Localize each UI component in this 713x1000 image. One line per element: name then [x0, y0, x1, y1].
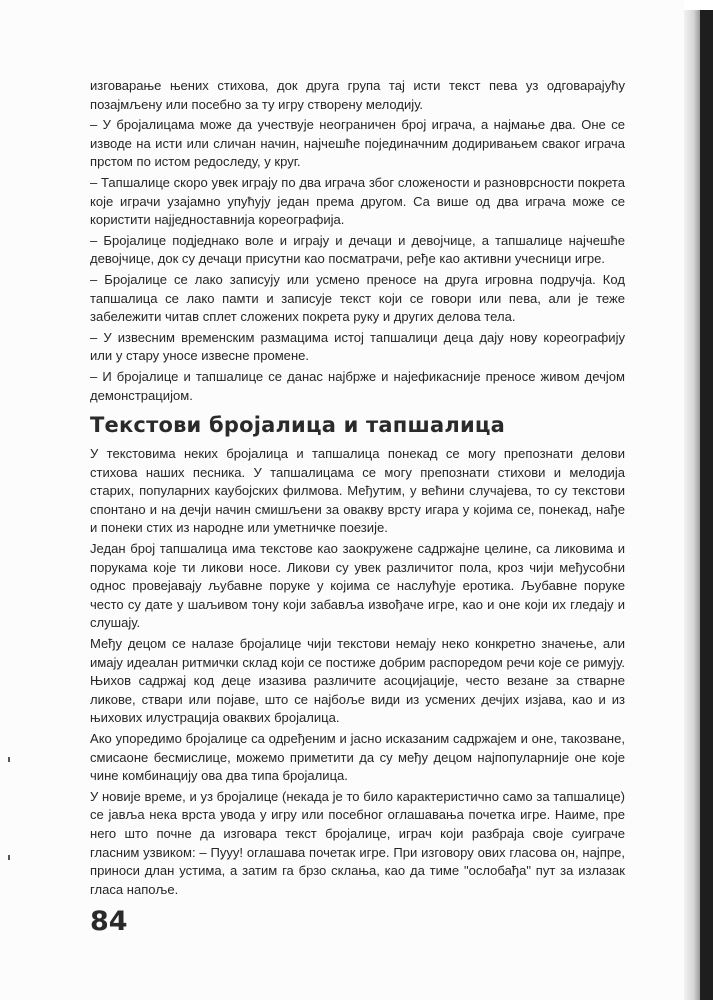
page-body	[90, 77, 625, 899]
section-heading: Текстови бројалица и тапшалица	[90, 413, 505, 438]
paragraph: изговарање њених стихова, док друга група тај исти текст пева уз одговарајућу позајмљену или посебно за ту игру створену мелодију.	[90, 78, 625, 112]
list-item: – И бројалице и тапшалице се данас најбрже и најефикасније преносе живом дечјом демонстрацијом.	[90, 368, 625, 403]
list-item: – Бројалице се лако записују или усмено преносе на друга игровна подручја. Код тапшалица се лако памти и записује текст који се говори или пева, али је теже забележити читав сплет сложених покрета руку и других делова тела.	[90, 271, 625, 325]
paragraph: Ако упоредимо бројалице са одређеним и јасно исказаним садржајем и оне, такозване, смисаоне бесмислице, можемо приметити да су међу децом најпопуларније оне које чине комбинацију ова два типа бројалица.	[90, 731, 625, 784]
list-item: – Бројалице подједнако воле и играју и дечаци и девојчице, а тапшалице најчешће девојчице, док су дечаци присутни као посматрачи, ређе као активни учесници игре.	[90, 232, 625, 267]
paragraph: У текстовима неких бројалица и тапшалица понекад се могу препознати делови стихова наших песника. У тапшалицама се могу препознати стихови и мелодија старих, популарних каубојских филмова. Међутим, у већини случајева, то су текстови спонтано и на дечји начин смишљени за овакву врсту игара у којима се, понекад, нађе и понеки стих из народне или уметничке поезије.	[90, 446, 625, 536]
scanner-edge-top	[684, 0, 713, 10]
paragraph: Један број тапшалица има текстове као заокружене садржајне целине, са ликовима и порукама које ти ликови носе. Ликови су увек различитог пола, кроз чији међусобни однос провејавају љубавне поруке у којима се наслућује еротика. Љубавне поруке често су дате у шаљивом тону који забавља извођаче игре, као и оне који их гледају и слушају.	[90, 541, 625, 631]
page-number: 84	[90, 906, 128, 937]
list-item: – Тапшалице скоро увек играју по два играча због сложености и разноврсности покрета које играчи узајамно упућују један према другом. Са више од два играча може се користити најједноставнија кореографија.	[90, 174, 625, 228]
paragraph: У новије време, и уз бројалице (некада је то било карактеристично само за тапшалице) се јавља нека врста увода у игру или посебног оглашавања почетка игре. Наиме, пре него што почне да изговара текст бројалице, играч који разбраја своје суиграче гласним узвиком: – Пууу! оглашава почетак игре. При изговору ових гласова он, најпре, приноси длан устима, а затим га брзо склања, као да тиме "ослобађа" пут за излазак гласа напоље.	[90, 788, 625, 897]
scan-margin-mark	[8, 855, 10, 860]
scanner-edge	[700, 10, 713, 1000]
paragraph: Међу децом се налазе бројалице чији текстови немају неко конкретно значење, али имају идеалан ритмички склад који се постиже добрим распоредом речи које се римују. Њихов садржај код деце изазива различите асоцијације, често везане за стварне ликове, ствари или појаве, што се најбоље види из усмених дечјих изјава, као и из њихових илустрација оваквих бројалица.	[90, 636, 625, 726]
list-item: – У извесним временским размацима истој тапшалици деца дају нову кореографију или у стару уносе извесне промене.	[90, 329, 625, 364]
scan-margin-mark	[8, 757, 10, 762]
page-edge-shadow	[684, 10, 700, 1000]
list-item: – У бројалицама може да учествује неограничен број играча, а најмање два. Оне се изводе на исти или сличан начин, најчешће појединачним додиривањем сваког играча прстом по истом редоследу, у круг.	[90, 117, 625, 170]
